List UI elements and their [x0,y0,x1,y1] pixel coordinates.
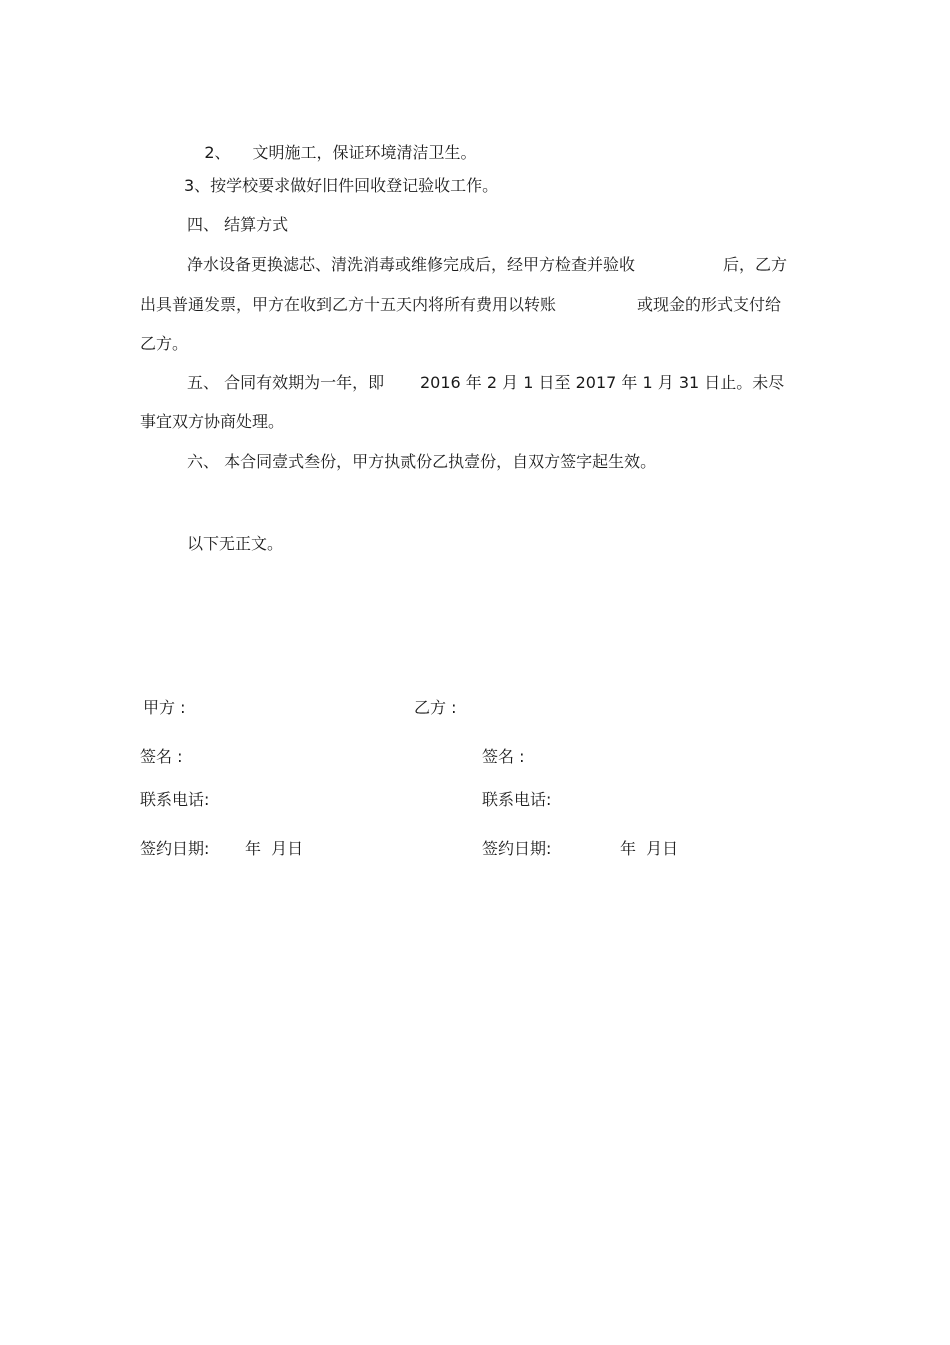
clause-item-2 [184,123,477,183]
section-5-line-1a: 五、 合同有效期为一年，即 [187,373,385,392]
section-4-title: 四、 结算方式 [187,215,289,234]
no-more-text-note: 以下无正文。 [187,534,284,553]
signature-b-label: 签名 : [482,747,525,766]
sign-date-b-value: 年 月日 [620,839,679,858]
party-a-label: 甲方 : [143,698,186,717]
section-4-line-3: 乙方。 [140,334,189,353]
party-b-label: 乙方 : [414,698,457,717]
section-4-line-2b: 或现金的形式支付给 [637,295,782,314]
sign-date-b-label: 签约日期: [482,839,552,858]
clause-item-3: 3、按学校要求做好旧件回收登记验收工作。 [184,176,499,195]
section-4-line-1b: 后，乙方 [723,255,788,274]
section-4-line-1a: 净水设备更换滤芯、清洗消毒或维修完成后，经甲方检查并验收 [187,255,636,274]
phone-a-label: 联系电话: [140,790,210,809]
section-4-line-2a: 出具普通发票，甲方在收到乙方十五天内将所有费用以转账 [140,295,557,314]
sign-date-a-label: 签约日期: [140,839,210,858]
section-6: 六、 本合同壹式叁份，甲方执贰份乙执壹份，自双方签字起生效。 [187,452,657,471]
clause-item-2-text: 文明施工，保证环境清洁卫生。 [252,143,477,162]
signature-a-label: 签名 : [140,747,183,766]
section-5-line-2: 事宜双方协商处理。 [140,412,285,431]
sign-date-a-value: 年 月日 [245,839,304,858]
section-5-line-1b: 2016 年 2 月 1 日至 2017 年 1 月 31 日止。未尽 [420,373,785,392]
clause-item-2-number: 2、 [204,143,231,162]
phone-b-label: 联系电话: [482,790,552,809]
